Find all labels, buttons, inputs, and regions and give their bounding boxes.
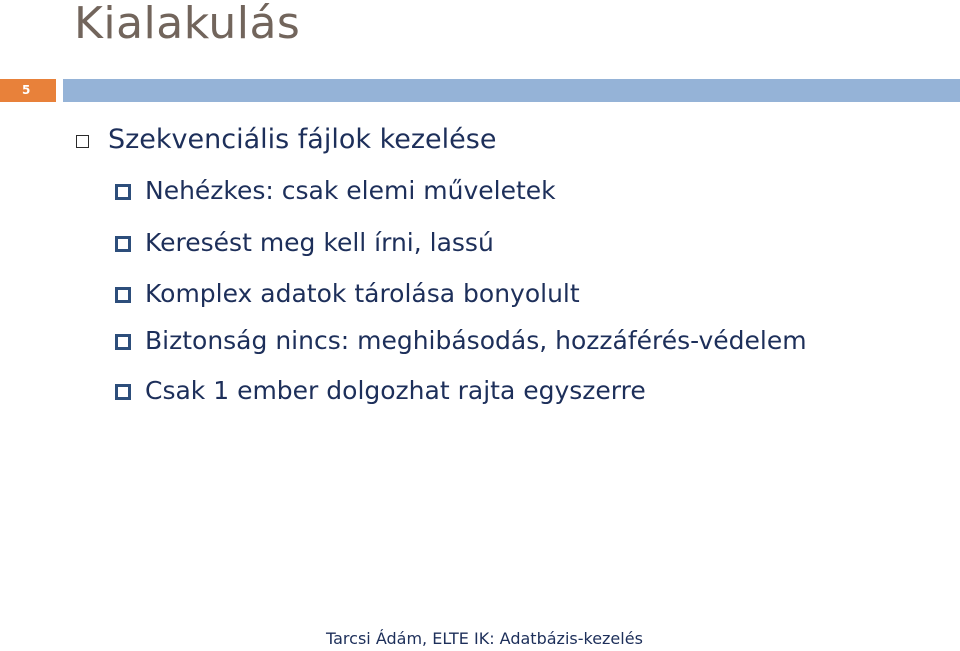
square-bullet-icon (115, 384, 131, 400)
square-bullet-icon (115, 184, 131, 200)
hollow-square-bullet-icon (76, 135, 89, 148)
sub-bullet-item (115, 376, 646, 405)
square-bullet-icon (115, 287, 131, 303)
sub-bullet-item (115, 279, 580, 308)
sub-bullet-text: Nehézkes: csak elemi műveletek (145, 176, 556, 205)
main-bullet-item (76, 124, 496, 155)
slide-title: Kialakulás (74, 0, 301, 49)
slide-number: 5 (22, 83, 31, 97)
sub-bullet-item (115, 326, 807, 355)
main-bullet-text: Szekvenciális fájlok kezelése (108, 124, 497, 155)
sub-bullet-text: Biztonság nincs: meghibásodás, hozzáférés-védelem (145, 326, 807, 355)
sub-bullet-text: Csak 1 ember dolgozhat rajta egyszerre (145, 376, 646, 405)
square-bullet-icon (115, 334, 131, 350)
sub-bullet-text: Komplex adatok tárolása bonyolult (145, 279, 580, 308)
sub-bullet-item (115, 176, 556, 205)
sub-bullet-item (115, 228, 494, 257)
sub-bullet-text: Keresést meg kell írni, lassú (145, 228, 494, 257)
footer-text: Tarcsi Ádám, ELTE IK: Adatbázis-kezelés (326, 629, 643, 648)
square-bullet-icon (115, 236, 131, 252)
